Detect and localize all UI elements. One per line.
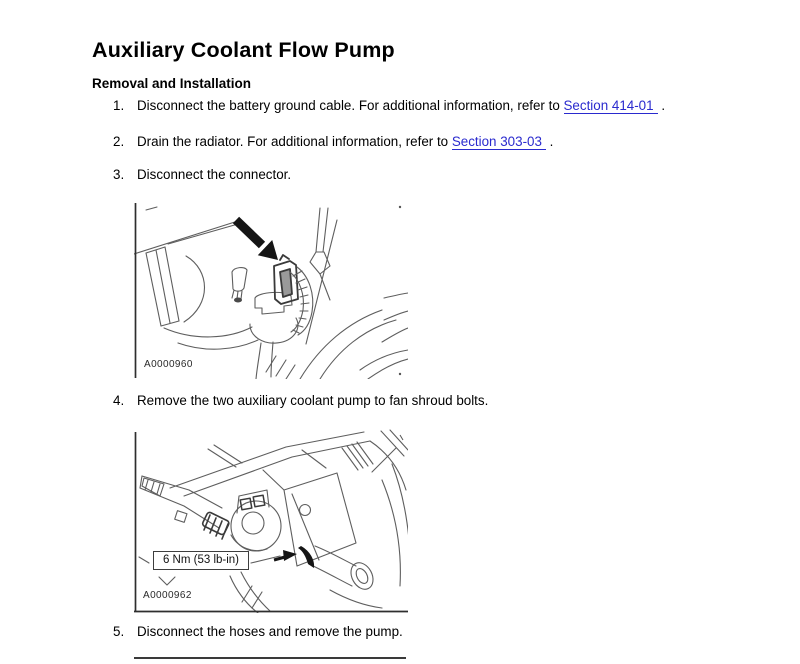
step-2 [113,133,713,150]
step-text [137,133,553,150]
step-number: 1. [113,98,125,113]
step-text [137,97,665,114]
step-3 [113,166,713,183]
figure-3-top-edge [134,657,406,659]
figure-connector-illustration [134,200,408,379]
section-heading: Removal and Installation [92,76,252,92]
step-5 [113,623,713,640]
line-art-connector [134,200,408,379]
step-4 [113,392,713,409]
step-number: 4. [113,393,125,408]
step-text-before: Drain the radiator. For additional information, refer to [137,134,452,149]
step-1 [113,97,713,114]
step-number: 3. [113,167,125,182]
figure-id-label: A0000960 [144,359,193,370]
step-text-before: Disconnect the battery ground cable. For additional information, refer to [137,98,564,113]
page-title: Auxiliary Coolant Flow Pump [92,38,395,63]
figure-pump-bolts-illustration [134,428,408,613]
figure-id-label: A0000962 [143,590,192,601]
section-303-03-link[interactable]: Section 303-03 [452,134,546,150]
step-text: Disconnect the connector. [137,167,292,182]
line-art-pump [134,428,408,613]
step-text-after: . [545,134,554,149]
step-number: 5. [113,624,125,639]
torque-spec-callout: 6 Nm (53 lb-in) [153,551,249,570]
step-text: Disconnect the hoses and remove the pump. [137,624,403,639]
step-text: Remove the two auxiliary coolant pump to fan shroud bolts. [137,393,489,408]
section-414-01-link[interactable]: Section 414-01 [564,98,658,114]
step-number: 2. [113,134,125,149]
step-text-after: . [657,98,666,113]
